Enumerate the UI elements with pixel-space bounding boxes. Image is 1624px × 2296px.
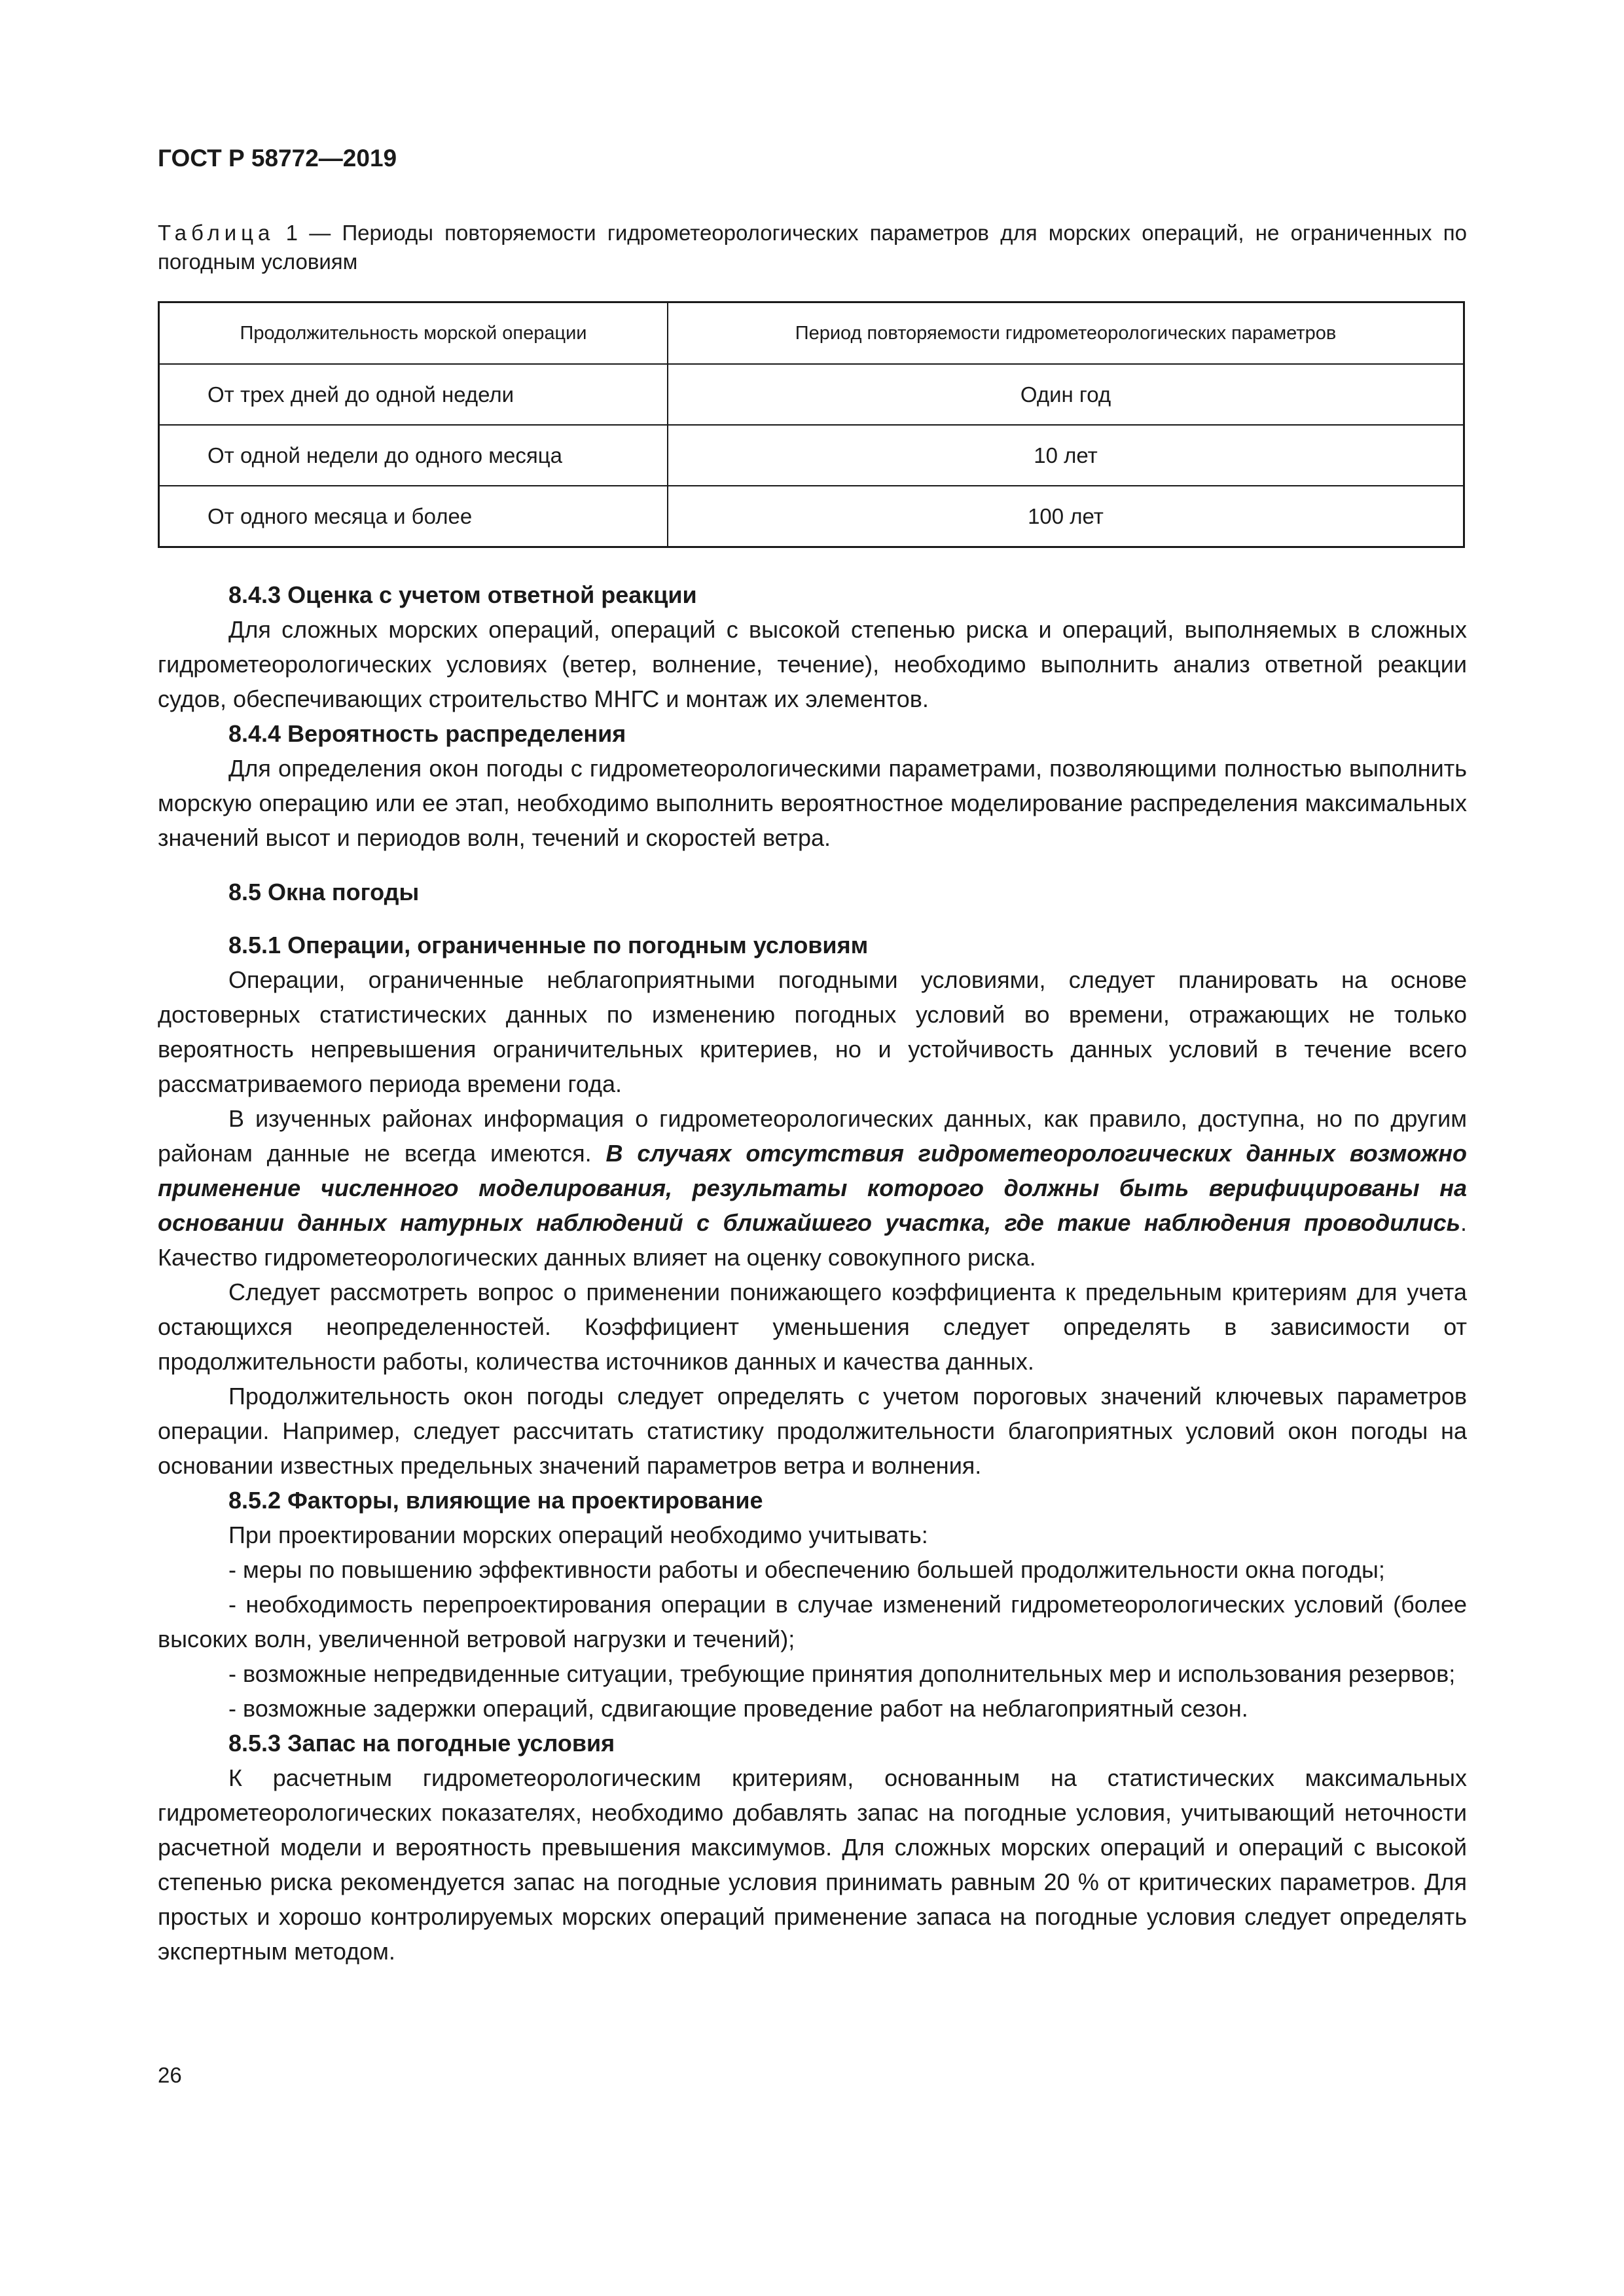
- paragraph: Следует рассмотреть вопрос о применении понижающего коэффициента к предельным критериям для учета остающихся неопределенностей. Коэффициент уменьшения следует определять в зависимости от продолжительности работы, количества источников данных и качества данных.: [158, 1279, 1467, 1375]
- document-page: [158, 144, 1467, 1969]
- section-title-8-4-3: 8.4.3 Оценка с учетом ответной реакции: [228, 581, 697, 608]
- table-header-row: [159, 302, 1464, 365]
- section-title-8-5-1: 8.5.1 Операции, ограниченные по погодным условиям: [228, 932, 869, 958]
- table-row: [159, 425, 1464, 486]
- document-code: ГОСТ Р 58772—2019: [158, 145, 397, 172]
- page-number: 26: [158, 2063, 182, 2087]
- table-cell-period: 100 лет: [668, 486, 1464, 547]
- table-caption-label: Таблица: [158, 221, 275, 245]
- table-cell-period: Один год: [668, 364, 1464, 425]
- paragraph: Продолжительность окон погоды следует определять с учетом пороговых значений ключевых параметров операции. Например, следует рассчитать статистику продолжительности благоприятных условий окон погоды на основании известных предельных значений параметров ветра и волнения.: [158, 1383, 1467, 1479]
- section-title-8-5: 8.5 Окна погоды: [228, 879, 420, 905]
- table-row: [159, 364, 1464, 425]
- paragraph: Для сложных морских операций, операций с высокой степенью риска и операций, выполняемых в сложных гидрометеорологических условиях (ветер, волнение, течение), необходимо выполнить анализ ответной реакции судов, обеспечивающих строительство МНГС и монтаж их элементов.: [158, 616, 1467, 712]
- table-caption: [158, 219, 1467, 276]
- paragraph: К расчетным гидрометеорологическим критериям, основанным на статистических максимальных гидрометеорологических показателях, необходимо добавлять запас на погодные условия, учитывающий неточности расчетной модели и вероятность превышения максимумов. Для сложных морских операций и операций с высокой степенью риска рекомендуется запас на погодные условия принимать равным 20 % от критических параметров. Для простых и хорошо контролируемых морских операций применение запаса на погодные условия следует определять экспертным методом.: [158, 1764, 1467, 1965]
- column-header-duration: Продолжительность морской операции: [159, 302, 668, 365]
- paragraph: Операции, ограниченные неблагоприятными погодными условиями, следует планировать на основе достоверных статистических данных по изменению погодных условий во времени, отражающих не только вероятность непревышения ограничительных критериев, но и устойчивость данных условий в течение всего рассматриваемого периода времени года.: [158, 966, 1467, 1097]
- table-caption-text: 1 — Периоды повторяемости гидрометеорологических параметров для морских операций, не ограниченных по погодным условиям: [158, 221, 1467, 274]
- emphasized-text: В случаях отсутствия гидрометеорологических данных возможно применение численного моделирования, результаты которого должны быть верифицированы на основании данных натурных наблюдений с ближайшего участка, где такие наблюдения проводились: [158, 1140, 1467, 1236]
- list-item: - меры по повышению эффективности работы и обеспечению большей продолжительности окна погоды;: [228, 1556, 1385, 1583]
- paragraph: Для определения окон погоды с гидрометеорологическими параметрами, позволяющими полностью выполнить морскую операцию или ее этап, необходимо выполнить вероятностное моделирование распределения максимальных значений высот и периодов волн, течений и скоростей ветра.: [158, 755, 1467, 851]
- paragraph: [158, 1101, 1467, 1275]
- section-title-8-5-2: 8.5.2 Факторы, влияющие на проектирование: [228, 1487, 763, 1514]
- table-cell-period: 10 лет: [668, 425, 1464, 486]
- periods-table: [158, 301, 1465, 548]
- table-cell-duration: От одной недели до одного месяца: [159, 425, 668, 486]
- list-item: - возможные задержки операций, сдвигающие проведение работ на неблагоприятный сезон.: [228, 1695, 1248, 1722]
- paragraph-text: . Качество гидрометеорологических данных влияет на оценку совокупного риска.: [158, 1209, 1467, 1271]
- table-row: [159, 486, 1464, 547]
- list-item: - необходимость перепроектирования операции в случае изменений гидрометеорологических условий (более высоких волн, увеличенной ветровой нагрузки и течений);: [158, 1591, 1467, 1652]
- document-body: [158, 577, 1467, 1969]
- table-cell-duration: От одного месяца и более: [159, 486, 668, 547]
- table-cell-duration: От трех дней до одной недели: [159, 364, 668, 425]
- column-header-period: Период повторяемости гидрометеорологических параметров: [668, 302, 1464, 365]
- section-title-8-4-4: 8.4.4 Вероятность распределения: [228, 720, 626, 747]
- section-title-8-5-3: 8.5.3 Запас на погодные условия: [228, 1730, 615, 1757]
- paragraph: При проектировании морских операций необходимо учитывать:: [228, 1522, 928, 1548]
- list-item: - возможные непредвиденные ситуации, требующие принятия дополнительных мер и использования резервов;: [228, 1660, 1456, 1687]
- paragraph-text: В изученных районах информация о гидрометеорологических данных, как правило, доступна, но по другим районам данные не всегда имеются.: [158, 1105, 1467, 1167]
